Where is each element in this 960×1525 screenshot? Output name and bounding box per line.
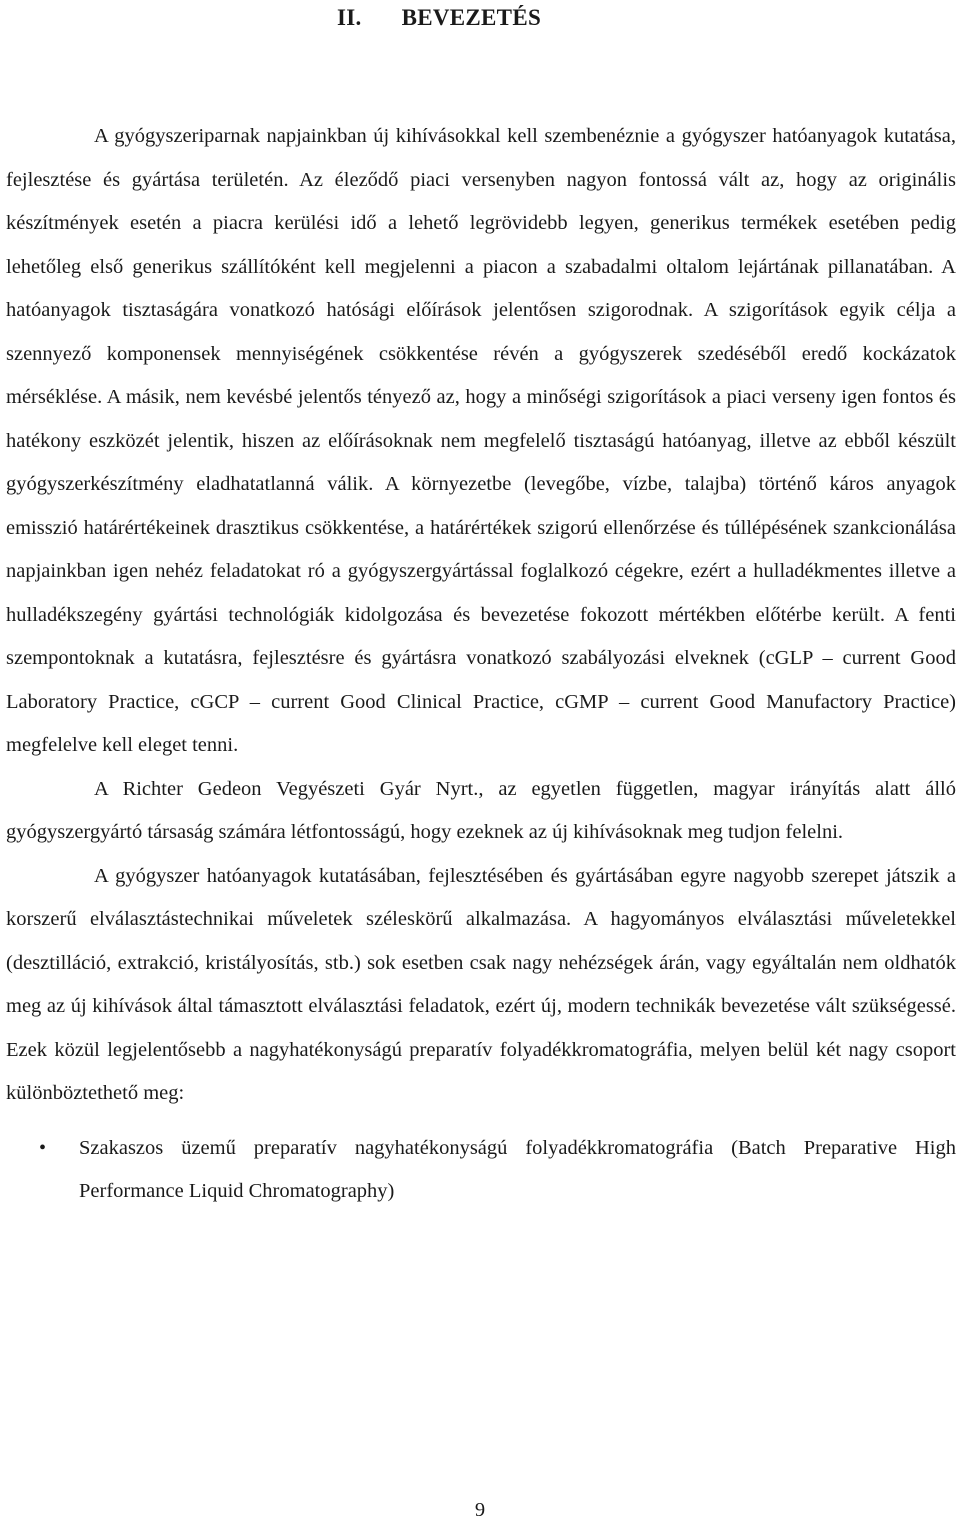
section-heading xyxy=(6,0,956,36)
list-item xyxy=(6,1127,956,1214)
bullet-icon: • xyxy=(39,1136,47,1159)
page-number: 9 xyxy=(474,1499,486,1521)
section-title: BEVEZETÉS xyxy=(401,5,542,30)
paragraph-introduction: A gyógyszeriparnak napjainkban új kihívásokkal kell szembenéznie a gyógyszer hatóanyagok kutatása, fejlesztése és gyártása területén. Az éleződő piaci versenyben nagyon fontossá vált az, hogy az originális készítmények esetén a piacra kerülési idő a lehető legrövidebb legyen, generikus termékek esetében pedig lehetőleg első generikus szállítóként kell megjelenni a piacon a szabadalmi oltalom lejártának pillanatában. A hatóanyagok tisztaságára vonatkozó hatósági előírások jelentősen szigorodnak. A szigorítások egyik célja a szennyező komponensek mennyiségének csökkentése révén a gyógyszerek szedéséből eredő kockázatok mérséklése. A másik, nem kevésbé jelentős tényező az, hogy a minőségi szigorítások a piaci verseny igen fontos és hatékony eszközét jelentik, hiszen az előírásoknak nem megfelelő tisztaságú hatóanyag, illetve az ebből készült gyógyszerkészítmény eladhatatlanná válik. A környezetbe (levegőbe, vízbe, talajba) történő káros anyagok emisszió határértékeinek drasztikus csökkentése, a határértékek szigorú ellenőrzése és túllépésének szankcionálása napjainkban igen nehéz feladatokat ró a gyógyszergyártással foglalkozó cégekre, ezért a hulladékmentes illetve a hulladékszegény gyártási technológiák kidolgozása és bevezetése fokozott mértékben előtérbe került. A fenti szempontoknak a kutatásra, fejlesztésre és gyártásra vonatkozó szabályozási elveknek (cGLP – current Good Laboratory Practice, cGCP – current Good Clinical Practice, cGMP – current Good Manufactory Practice) megfelelve kell eleget tenni. xyxy=(6,125,956,756)
document-page xyxy=(6,0,956,1214)
paragraph-chromatography: A gyógyszer hatóanyagok kutatásában, fejlesztésében és gyártásában egyre nagyobb szerepet játszik a korszerű elválasztástechnikai műveletek széleskörű alkalmazása. A hagyományos elválasztási műveletekkel (desztilláció, extrakció, kristályosítás, stb.) sok esetben csak nagy nehézségek árán, vagy egyáltalán nem oldhatók meg az új kihívások által támasztott elválasztási feladatok, ezért új, modern technikák bevezetése vált szükségessé. Ezek közül legjelentősebb a nagyhatékonyságú preparatív folyadékkromatográfia, melyen belül két nagy csoport különböztethető meg: xyxy=(6,864,956,1104)
section-number: II. xyxy=(337,5,362,30)
technique-list xyxy=(6,1127,956,1214)
list-item-text: Szakaszos üzemű preparatív nagyhatékonyságú folyadékkromatográfia (Batch Preparative High Performance Liquid Chromatography) xyxy=(79,1136,956,1202)
paragraph-richter: A Richter Gedeon Vegyészeti Gyár Nyrt., az egyetlen független, magyar irányítás alatt álló gyógyszergyártó társaság számára létfontosságú, hogy ezeknek az új kihívásoknak meg tudjon felelni. xyxy=(6,777,956,843)
